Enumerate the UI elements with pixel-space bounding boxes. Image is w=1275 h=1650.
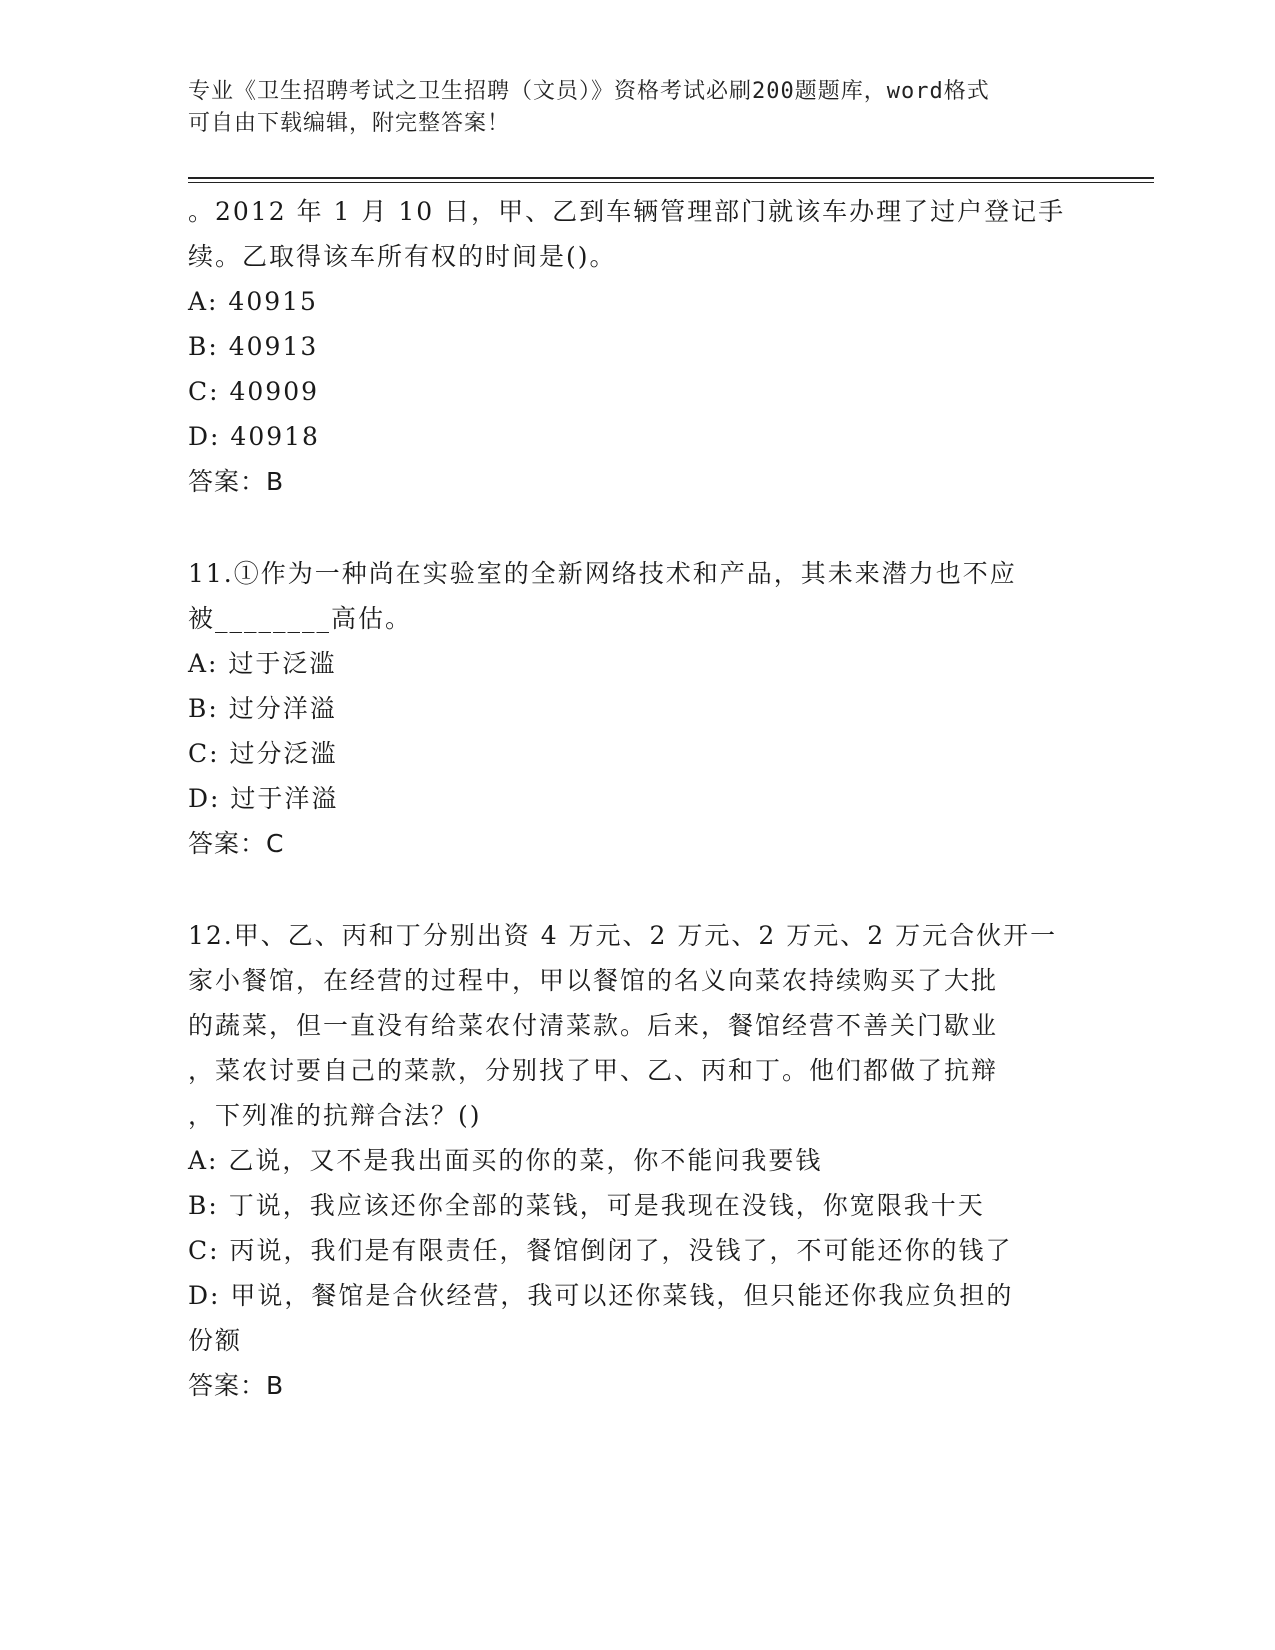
question-stem-line: 。2012 年 1 月 10 日，甲、乙到车辆管理部门就该车办理了过户登记手 xyxy=(188,197,1066,226)
option-b: B: 丁说，我应该还你全部的菜钱，可是我现在没钱，你宽限我十天 xyxy=(188,1191,985,1220)
question-stem-line: 家小餐馆，在经营的过程中，甲以餐馆的名义向菜农持续购买了大批 xyxy=(188,966,999,995)
question-11 xyxy=(188,551,1088,866)
question-content xyxy=(188,189,1088,1408)
question-stem-line: 12.甲、乙、丙和丁分别出资 4 万元、2 万元、2 万元、2 万元合伙开一 xyxy=(188,921,1058,950)
option-c: C: 40909 xyxy=(188,377,320,406)
option-a: A: 乙说，又不是我出面买的你的菜，你不能问我要钱 xyxy=(188,1146,823,1175)
question-stem-line: ，菜农讨要自己的菜款，分别找了甲、乙、丙和丁。他们都做了抗辩 xyxy=(188,1056,999,1085)
answer-line: 答案：B xyxy=(188,1371,285,1400)
question-spacer xyxy=(188,866,1088,913)
option-c: C: 过分泛滥 xyxy=(188,739,338,768)
question-10 xyxy=(188,189,1088,504)
option-d: D: 甲说，餐馆是合伙经营，我可以还你菜钱，但只能还你我应负担的 xyxy=(188,1281,1014,1310)
option-d: D: 过于洋溢 xyxy=(188,784,339,813)
header-divider-thin xyxy=(188,182,1154,183)
header-title-line-2: 可自由下载编辑，附完整答案！ xyxy=(188,111,511,136)
answer-line: 答案：C xyxy=(188,829,285,858)
question-12 xyxy=(188,913,1088,1408)
option-b: B: 过分洋溢 xyxy=(188,694,337,723)
question-stem-line: ，下列准的抗辩合法？() xyxy=(188,1101,482,1130)
option-a: A: 过于泛滥 xyxy=(188,649,337,678)
question-stem-line: 被________高估。 xyxy=(188,604,413,633)
question-stem-line: 续。乙取得该车所有权的时间是()。 xyxy=(188,242,617,271)
header-title-line-1: 专业《卫生招聘考试之卫生招聘（文员）》资格考试必刷200题题库，word格式 xyxy=(188,79,990,104)
option-c: C: 丙说，我们是有限责任，餐馆倒闭了，没钱了，不可能还你的钱了 xyxy=(188,1236,1013,1265)
answer-line: 答案：B xyxy=(188,467,285,496)
option-b: B: 40913 xyxy=(188,332,319,361)
option-d: D: 40918 xyxy=(188,422,320,451)
option-a: A: 40915 xyxy=(188,287,318,316)
question-stem-line: 的蔬菜，但一直没有给菜农付清菜款。后来，餐馆经营不善关门歇业 xyxy=(188,1011,999,1040)
option-d-continuation: 份额 xyxy=(188,1326,243,1355)
header-divider-thick xyxy=(188,177,1154,179)
question-spacer xyxy=(188,504,1088,551)
question-stem-line: 11.①作为一种尚在实验室的全新网络技术和产品，其未来潜力也不应 xyxy=(188,559,1017,588)
document-header xyxy=(188,76,1088,140)
